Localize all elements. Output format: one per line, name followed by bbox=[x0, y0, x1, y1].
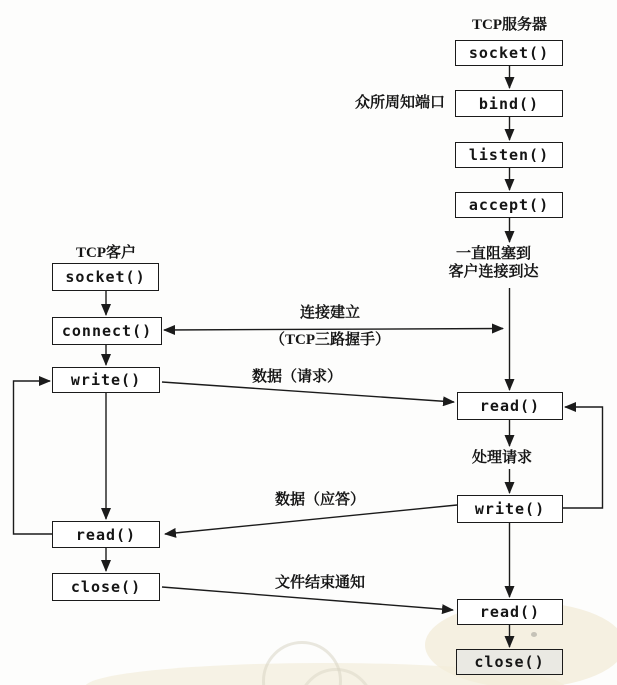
client-title: TCP客户 bbox=[75, 245, 136, 261]
loop-client-read-to-write bbox=[14, 381, 53, 534]
server-box-socket: socket() bbox=[455, 40, 563, 66]
label-three-way-handshake: （TCP三路握手） bbox=[269, 332, 390, 348]
label-eof-notification: 文件结束通知 bbox=[274, 575, 365, 591]
server-box-close: close() bbox=[456, 649, 563, 675]
label-block-until-line2: 客户连接到达 bbox=[448, 264, 539, 280]
server-box-read1: read() bbox=[457, 392, 563, 420]
client-box-connect: connect() bbox=[52, 317, 162, 345]
server-box-read2: read() bbox=[457, 599, 563, 625]
loop-server-write-to-read bbox=[563, 407, 603, 508]
arrow-connection-established bbox=[164, 329, 503, 331]
server-box-write: write() bbox=[457, 495, 563, 523]
client-box-socket: socket() bbox=[52, 263, 159, 291]
arrow-data-reply bbox=[165, 505, 457, 534]
client-box-read: read() bbox=[52, 521, 160, 548]
client-box-write: write() bbox=[52, 367, 160, 393]
server-box-bind: bind() bbox=[455, 90, 563, 117]
label-process-request: 处理请求 bbox=[471, 450, 532, 466]
server-title: TCP服务器 bbox=[471, 17, 547, 33]
label-data-reply: 数据（应答） bbox=[274, 492, 365, 508]
label-connection-established: 连接建立 bbox=[299, 305, 360, 321]
label-block-until-line1: 一直阻塞到 bbox=[455, 246, 531, 262]
server-box-listen: listen() bbox=[455, 142, 563, 168]
client-box-close: close() bbox=[52, 573, 160, 601]
label-data-request: 数据（请求） bbox=[251, 369, 342, 385]
label-well-known-port: 众所周知端口 bbox=[354, 95, 445, 111]
server-box-accept: accept() bbox=[455, 192, 563, 218]
